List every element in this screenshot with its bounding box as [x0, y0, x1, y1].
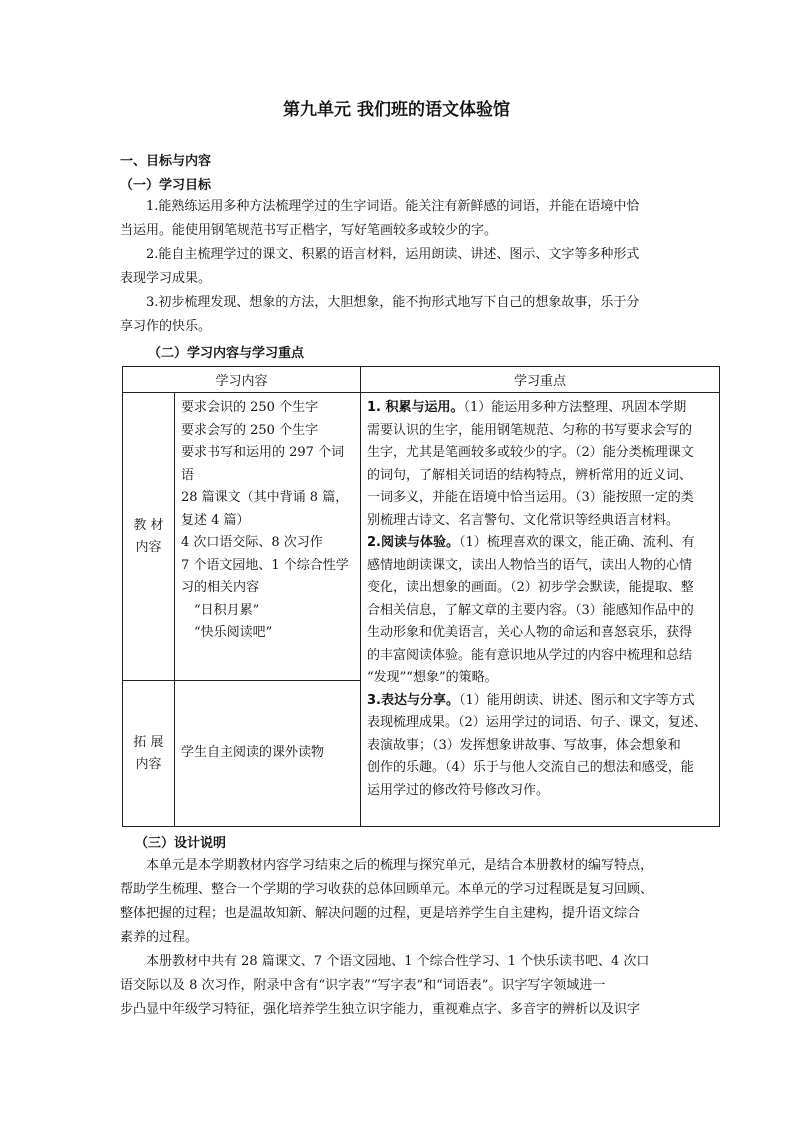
list-item: 4 次口语交际、8 次习作 [181, 535, 323, 550]
list-item: 28 篇课文（其中背诵 8 篇， [181, 490, 349, 505]
section-heading-goals-content: 一、目标与内容 [120, 154, 212, 169]
column-header-content: 学习内容 [123, 367, 361, 393]
list-item: “日积月累” [181, 602, 260, 618]
table-header-row [123, 367, 720, 393]
goal-item: 1.能熟练运用多种方法梳理学过的生字词语。能关注有新鲜感的词语，并能在语境中恰 当运用。能使用钢笔规范书写正楷字，写好笔画较多或较少的字。 [120, 199, 640, 238]
category-extended: 拓 展 内容 [123, 681, 175, 827]
list-item: “快乐阅读吧” [181, 625, 273, 640]
learning-focus-cell [361, 393, 720, 827]
page-title: 第九单元 我们班的语文体验馆 [283, 100, 510, 120]
list-item: 要求书写和运用的 297 个词 [181, 445, 345, 460]
design-description [120, 854, 680, 1022]
list-item: 要求会识的 250 个生字 [181, 400, 319, 415]
list-item: 语 [181, 467, 195, 483]
extended-content: 学生自主阅读的课外读物 [175, 681, 361, 827]
column-header-focus: 学习重点 [361, 367, 720, 393]
focus-item-reading: 2.阅读与体验。（1）梳理喜欢的课文，能正确、流利、有 感情地朗读课文，读出人物恰当的语气，读出人物的心情 变化，读出想象的画面。（2）初步学会默读，能提取、整 合相关信息，了解文章的主要内容。（3）能感知作品中的 生动形象和优美语言，关心人物的命运和喜怒哀乐，获得 的丰富阅读体验。能有意识地从学过的内容中梳理和总结 “发现”“想象”的策略。 [367, 535, 695, 685]
subsection-heading-content: （二）学习内容与学习重点 [148, 346, 305, 361]
focus-item-expression: 3.表达与分享。（1）能用朗读、讲述、图示和文字等方式 表现梳理成果。（2）运用学过的词语、句子、课文，复述、 表演故事；（3）发挥想象讲故事、写故事，体会想象和 创作的乐趣。（4）乐于与他人交流自己的想法和感受，能 运用学过的修改符号修改习作。 [367, 692, 707, 798]
goals-list [120, 195, 680, 339]
design-paragraph: 本单元是本学期教材内容学习结束之后的梳理与探究单元，是结合本册教材的编写特点， 帮助学生梳理、整合一个学期的学习收获的总体回顾单元。本单元的学习过程既是复习回顾、 整体把握的过程；也是温故知新、解决问题的过程，更是培养学生自主建构，提升语文综合 素养的过程。 [120, 858, 654, 945]
goal-item: 3.初步梳理发现、想象的方法，大胆想象，能不拘形式地写下自己的想象故事，乐于分 享习作的快乐。 [120, 295, 640, 334]
list-item: 7 个语文园地、1 个综合性学 [181, 557, 349, 573]
list-item: 要求会写的 250 个生字 [181, 422, 319, 438]
design-paragraph: 本册教材中共有 28 篇课文、7 个语文园地、1 个综合性学习、1 个快乐读书吧、4 次口 语交际以及 8 次习作，附录中含有“识字表”“写字表”和“词语表”。识字写字领域进一 步凸显中年级学习特征，强化培养学生独立识字能力，重视难点字、多音字的辨析以及识字 [120, 954, 650, 1017]
category-textbook: 教 材 内容 [123, 393, 175, 681]
content-table [122, 366, 720, 827]
focus-item-accumulate: 1. 积累与运用。（1）能运用多种方法整理、巩固本学期 需要认识的生字，能用钢笔规范、匀称的书写要求会写的 生字，尤其是笔画较多或较少的字。（2）能分类梳理课文 的词句，了解相关词语的结构特点，辨析常用的近义词、 一词多义，并能在语境中恰当运用。（3）能按照一定的类 别梳理古诗文、名言警句、文化常识等经典语言材料。 [367, 400, 694, 528]
goal-item: 2.能自主梳理学过的课文、积累的语言材料，运用朗读、讲述、图示、文字等多种形式 表现学习成果。 [120, 247, 640, 286]
textbook-content-list [175, 393, 361, 681]
subsection-heading-design: （三）设计说明 [135, 836, 227, 851]
table-row-textbook [123, 393, 720, 681]
list-item: 复述 4 篇） [181, 512, 250, 528]
list-item: 习的相关内容 [181, 580, 260, 595]
subsection-heading-goals: （一）学习目标 [120, 178, 212, 193]
